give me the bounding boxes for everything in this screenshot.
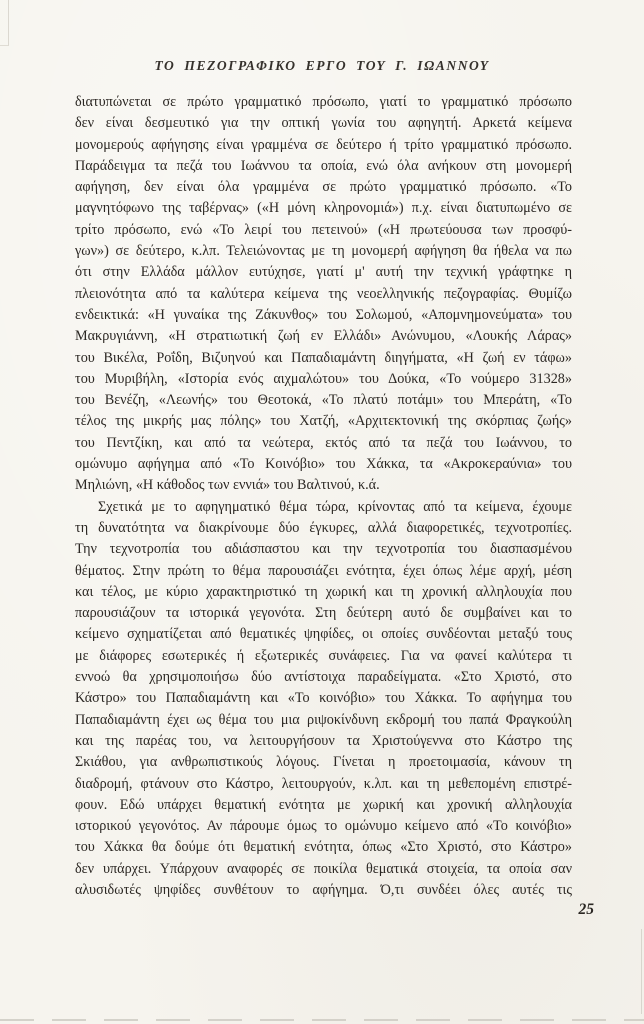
text-line: αλυσιδωτές ψηφίδες συνθέτουν το αφήγημα. Ό,τι συνδέει όλες αυτές τις [75, 881, 572, 898]
running-head-title: ΤΟ ΠΕΖΟΓΡΑΦΙΚΟ ΕΡΓΟ ΤΟΥ Γ. ΙΩΑΝΝΟΥ [154, 58, 490, 73]
paragraph [75, 92, 572, 497]
text-line: και της παρέας του, να λειτουργήσουν τα Χριστούγεννα στο Κάστρο της [75, 732, 572, 749]
text-line: Σχετικά με το αφηγηματικό θέμα τώρα, κρίνοντας από τα κείμενα, έχουμε [98, 498, 572, 515]
text-line: του Βικέλα, Ροΐδη, Βιζυηνού και Παπαδιαμάντη διηγήματα, «Η ζωή εν τάφω» [75, 349, 572, 366]
text-line: παρουσιάζουν τα ιστορικά γεγονότα. Στη δεύτερη αυτό δε συμβαίνει και το [75, 605, 572, 622]
text-line: με διάφορες εσωτερικές ή εξωτερικές συνάφειες. Για να φανεί καλύτερα τι [75, 647, 572, 664]
text-line: τρίτο πρόσωπο, ενώ «Το λειρί του πετεινού» («Η πρωτεύουσα των προσφύ- [75, 221, 572, 238]
scan-right-edge-artifact [641, 929, 642, 1014]
text-line: Μακρυγιάννη, «Η στρατιωτική ζωή εν Ελλάδι» Ανώνυμου, «Λουκής Λάρας» [75, 328, 572, 345]
text-line: ομώνυμο αφήγημα από «Το Κοινόβιο» του Χάκκα, τα «Ακροκεραύνια» του [75, 456, 572, 473]
body-text-block [75, 92, 572, 901]
text-line: του Χάκκα θα δούμε ότι θεματική ενότητα, όπως «Στο Χριστό, στο Κάστρο» [75, 839, 572, 856]
scan-corner-artifact [0, 0, 9, 46]
text-line: Παπαδιαμάντη έχει ως θέμα του μια ριψοκίνδυνη εκδρομή του παπά Φραγκούλη [75, 711, 572, 728]
text-line: κείμενο σχηματίζεται από θεματικές ψηφίδες, οι οποίες συνδέονται μεταξύ τους [75, 626, 572, 643]
text-line: ιστορικού γεγονότος. Αν πάρουμε όμως το ομώνυμο κείμενο από «Το κοινόβιο» [75, 818, 572, 835]
text-line: Κάστρο» του Παπαδιαμάντη και «Το κοινόβιο» του Χάκκα. Το αφήγημα του [75, 690, 572, 707]
paragraph [75, 497, 572, 902]
text-line: φουν. Εδώ υπάρχει θεματική ενότητα με χωρική και χρονική αλληλουχία [75, 796, 572, 813]
text-line: δεν είναι δεσμευτικό για την οπτική γωνία του αφηγητή. Αρκετά κείμενα [75, 115, 572, 132]
text-line: Παράδειγμα τα πεζά του Ιωάννου τα οποία, ενώ όλα ανήκουν στη μονομερή [75, 157, 572, 174]
text-line: τέλος της μικρής μας πόλης» του Χατζή, «Αρχιτεκτονική της σκόρπιας ζωής» [75, 413, 572, 430]
text-line: διαδρομή, φτάνουν στο Κάστρο, λειτουργούν, κ.λπ. και τη μεθεπομένη επιστρέ- [75, 775, 572, 792]
scan-bottom-edge-artifact [0, 1019, 644, 1021]
text-line: μονομερούς αφήγησης είναι γραμμένα σε δεύτερο ή τρίτο γραμματικό πρόσωπο. [75, 136, 572, 153]
text-line: εννοώ θα χρησιμοποιήσω δύο αντίστοιχα παραδείγματα. «Στο Χριστό, στο [75, 669, 572, 686]
text-line: θέματος. Στην πρώτη το θέμα παρουσιάζει ενότητα, έχει όπως λέμε αρχή, μέση [75, 562, 572, 579]
text-line: τη δυνατότητα να διακρίνουμε δύο έγκυρες, αλλά διαφορετικές, τεχνοτροπίες. [75, 519, 572, 536]
text-line: διατυπώνεται σε πρώτο γραμματικό πρόσωπο, γιατί το γραμματικό πρόσωπο [75, 94, 572, 110]
text-line: Την τεχνοτροπία του αδιάσπαστου και την τεχνοτροπία του διασπασμένου [75, 541, 572, 558]
text-line: Σκιάθου, για ανθρωπιστικούς λόγους. Γίνεται η προετοιμασία, κάνουν τη [75, 754, 572, 771]
text-line: του Πεντζίκη, και από τα νεώτερα, εκτός από τα πεζά του Ιωάννου, το [75, 434, 572, 451]
text-line: και τέλος, με κύριο χαρακτηριστικό τη χωρική και τη χρονική αλληλουχία που [75, 583, 572, 600]
text-line: του Μυριβήλη, «Ιστορία ενός αιχμαλώτου» του Δούκα, «Το νούμερο 31328» [75, 370, 572, 387]
text-line: γων») σε δεύτερο, κ.λπ. Τελειώνοντας με τη μονομερή αφήγηση θα ήθελα να πω [75, 243, 572, 260]
text-line: δεν υπάρχει. Υπάρχουν αναφορές σε ποικίλα θεματικά στοιχεία, τα οποία σαν [75, 860, 572, 877]
text-line: του Βενέζη, «Λεωνής» του Θεοτοκά, «Το πλατύ ποτάμι» του Μπεράτη, «Το [75, 392, 572, 409]
text-line: πλειονότητα από τα καλύτερα κείμενα της νεοελληνικής πεζογραφίας. Θυμίζω [75, 285, 572, 302]
text-line: αφήγηση, δεν είναι όλα γραμμένα σε πρώτο γραμματικό πρόσωπο. «Το [75, 179, 572, 196]
page-number: 25 [578, 901, 594, 918]
text-line: Μηλιώνη, «Η κάθοδος των εννιά» του Βαλτινού, κ.ά. [75, 477, 380, 494]
text-line: μαγνητόφωνο της ταβέρνας» («Η μόνη κληρονομιά») π.χ. είναι διατυπωμένο σε [75, 200, 572, 217]
text-line: ότι στην Ελλάδα μάλλον ευτύχησε, γιατί μ' αυτή την τεχνική γράφτηκε η [75, 264, 572, 281]
text-line: ενδεικτικά: «Η γυναίκα της Ζάκυνθος» του Σολωμού, «Απομνημονεύματα» του [75, 306, 572, 323]
